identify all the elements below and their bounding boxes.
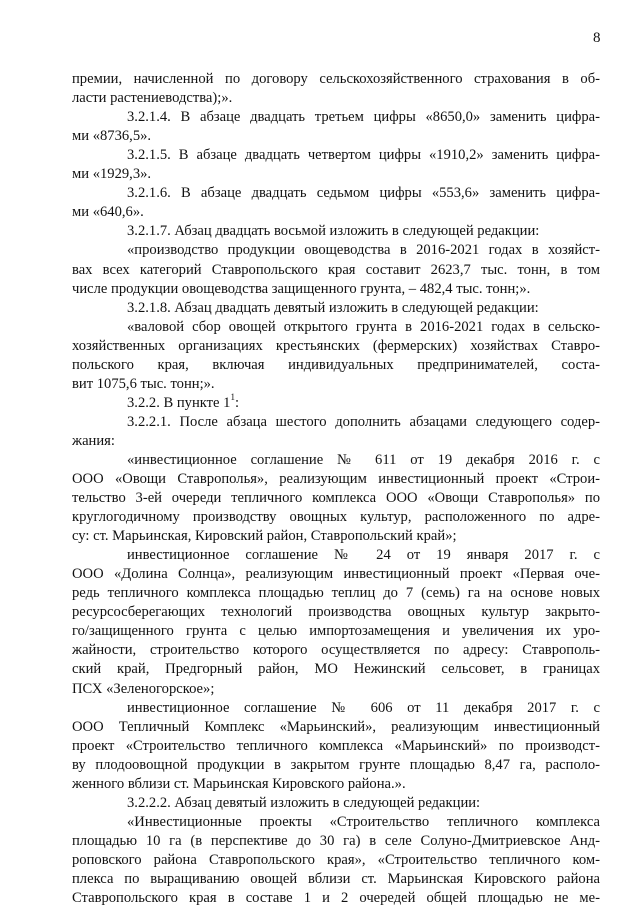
text-line: вит 1075,6 тыс. тонн;». [72,375,215,392]
superscript: 1 [230,391,235,402]
text-line: редь тепличного комплекса площадью теплиц до 7 (семь) га на основе новых [72,585,600,602]
text-line: жания: [72,432,115,449]
text-line: хозяйственных организациях крестьянских (фермерских) хозяйствах Ставро- [72,337,600,354]
text-line: женного вблизи ст. Марьинская Кировского района.». [72,775,406,792]
text-line: 3.2.1.4. В абзаце двадцать третьем цифры «8650,0» заменить цифра- [127,109,600,126]
text-line: ский край, Предгорный район, МО Нежинский сельсовет, в границах [72,661,600,678]
text-line: ми «1929,3». [72,166,152,183]
text-line: го/защищенного грунта с целью импортозамещения и увеличения их уро- [72,623,600,640]
text-line: 3.2.2.2. Абзац девятый изложить в следующей редакции: [127,794,481,811]
text-line: круглогодичному производству овощных культур, расположенного по адре- [72,509,600,526]
text-line: ПСХ «Зеленогорское»; [72,680,215,697]
text-line: «производство продукции овощеводства в 2016-2021 годах в хозяйст- [127,242,600,259]
text-line: инвестиционное соглашение № 24 от 19 января 2017 г. с [127,547,600,564]
text-line: 3.2.1.7. Абзац двадцать восьмой изложить в следующей редакции: [127,223,540,240]
text-line: площадью 10 га (в перспективе до 30 га) в селе Солуно-Дмитриевское Анд- [72,832,600,849]
text-line: ООО Тепличный Комплекс «Марьинский», реализующим инвестиционный [72,718,600,735]
text-line: вах всех категорий Ставропольского края составит 2623,7 тыс. тонн, в том [72,261,600,278]
text-line: «Инвестиционные проекты «Строительство тепличного комплекса [127,813,600,830]
text-line: польского края, включая индивидуальных предпринимателей, соста- [72,356,600,373]
text-line: «валовой сбор овощей открытого грунта в 2016-2021 годах в сельско- [127,318,600,335]
text-line: су: ст. Марьинская, Кировский район, Ставропольский край»; [72,528,457,545]
text-fragment: 3.2.2. В пункте 1 [127,394,231,411]
text-line: роповского района Ставропольского края», «Строительство тепличного ком- [72,851,600,868]
text-line: 3.2.2.1. После абзаца шестого дополнить абзацами следующего содер- [127,413,600,430]
text-line: 3.2.1.6. В абзаце двадцать седьмом цифры «553,6» заменить цифра- [127,185,600,202]
text-line: премии, начисленной по договору сельскохозяйственного страхования в об- [72,71,600,87]
text-line: ООО «Овощи Ставрополья», реализующим инвестиционный проект «Строи- [72,471,600,487]
text-line: ми «640,6». [72,204,144,221]
text-line: ву плодоовощной продукции в закрытом грунте площадью 8,47 га, располо- [72,756,600,773]
text-line: ласти растениеводства);». [72,90,233,106]
text-line [127,391,600,412]
text-fragment: : [234,394,240,411]
text-line: жайности, строительство которого осуществляется по адресу: Ставрополь- [72,642,600,659]
text-line: числе продукции овощеводства защищенного грунта, – 482,4 тыс. тонн;». [72,280,531,297]
text-line: ООО «Долина Солнца», реализующим инвестиционный проект «Первая оче- [72,566,600,583]
text-line: «инвестиционное соглашение № 611 от 19 декабря 2016 г. с [127,451,600,468]
text-line: ресурсосберегающих технологий производства овощных культур закрыто- [72,604,600,621]
page-number: 8 [593,30,601,46]
text-line: 3.2.1.8. Абзац двадцать девятый изложить в следующей редакции: [127,299,539,316]
text-line: тельство 3-ей очереди тепличного комплекса ООО «Овощи Ставрополья» по [72,490,600,506]
text-line: плекса по выращиванию овощей вблизи ст. Марьинская Кировского района [72,871,600,887]
text-line: Ставропольского края в составе 1 и 2 очередей общей площадью не ме- [72,890,600,906]
text-line: инвестиционное соглашение № 606 от 11 декабря 2017 г. с [127,699,600,716]
text-line: 3.2.1.5. В абзаце двадцать четвертом цифры «1910,2» заменить цифра- [127,147,600,164]
text-line: проект «Строительство тепличного комплекса «Марьинский» по производст- [72,737,600,754]
text-line: ми «8736,5». [72,128,152,145]
